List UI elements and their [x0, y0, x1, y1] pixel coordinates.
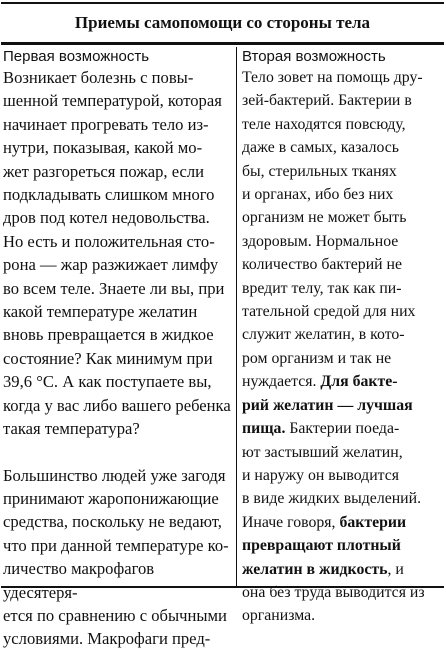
column-first-possibility [1, 47, 237, 649]
right-body-text [242, 66, 442, 628]
second-paragraph: Большинство людей уже загодя принимают жаропонижающие средства, поскольку не ведают, что при данной температуре ко- личество макрофагов удесятеря- ется по сравнению с обычными условиями. Макрофаги пред- [3, 465, 229, 649]
paragraph-gap [3, 441, 232, 464]
table-title: Приемы самопомощи со стороны тела [1, 4, 444, 43]
title-divider [1, 43, 444, 45]
column-heading-second: Вторая возможность [242, 48, 386, 65]
column-second-possibility [237, 47, 444, 625]
right-bold-a: Для бакте- рий желатин — лучшая пища. [242, 373, 413, 438]
right-text-c: , и она без труда выводится из организма. [242, 560, 425, 625]
column-heading-first: Первая возможность [3, 48, 150, 65]
self-help-table [1, 2, 444, 649]
table-columns [1, 47, 444, 649]
first-paragraph: Возникает болезнь с повы- шенной температурой, которая начинает прогревать тело из- нутри, показывая, какой мо- жет разгореться пожар, если подкладывать слишком много дров под котел недовольства. Но есть и положительная сто- рона — жар разжижает лимфу во всем теле. Знаете ли вы, при какой температуре желатин вновь превращается в жидкое состояние? Как минимум при 39,6 °С. А как поступаете вы, когда у вас либо вашего ребенка такая температура? [3, 68, 231, 439]
right-text-a: Тело зовет на помощь дру- зей-бактерий. Бактерии в теле находятся повсюду, даже в самых, казалось бы, стерильных тканях и органах, ибо без них организм не может быть здоровым. Нормальное количество бактерий не вредит телу, так как пи- тательной средой для них служит желатин, в кото- ром организм и так не нуждается. [242, 69, 423, 391]
right-text-b: Бактерии поеда- ют застывший желатин, и наружу он выводится в виде жидких выделений. Иначе говоря, [242, 420, 422, 531]
right-bold-b: бактерии превращают плотный желатин в жидкость [242, 513, 407, 578]
